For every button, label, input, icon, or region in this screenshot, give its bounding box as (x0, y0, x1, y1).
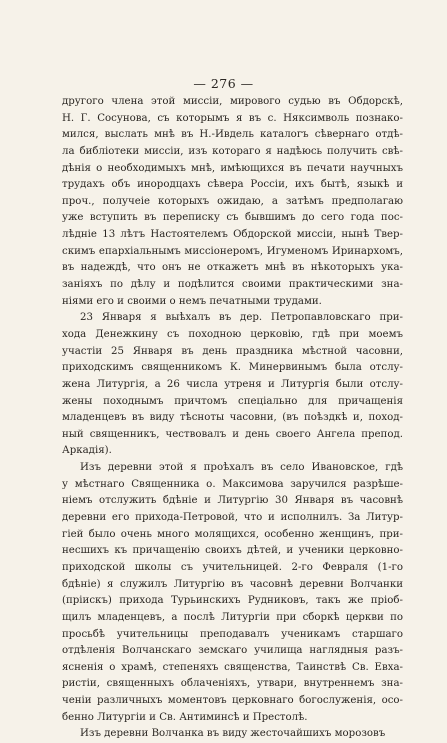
text-line: 23 Января я выѣхалъ въ дер. Петропавловскаго при- (80, 312, 403, 324)
text-line: щилъ младенцевъ, а послѣ Литургіи при сборкѣ церкви по (62, 611, 403, 623)
text-line: ченіи различныхъ моментовъ церковнаго богослуженія, осо- (62, 695, 403, 707)
text-line: приходской школы съ учительницей. 2-го Февраля (1-го (62, 561, 403, 573)
text-line: заніяхъ по дѣлу и подѣлится своими практическими зна- (62, 279, 403, 291)
text-line: мился, выслать мнѣ въ Н.-Ивдель каталогъ сѣвернаго отдѣ- (62, 129, 403, 141)
text-line: несшихъ къ причащенію своихъ дѣтей, и ученики церковно- (62, 545, 403, 557)
text-line: ясненія о храмѣ, степеняхъ священства, Таинствѣ Св. Евха- (62, 661, 403, 673)
text-line: хода Денежкину съ походною церковію, гдѣ при моемъ (62, 328, 403, 340)
text-line: Н. Г. Сосунова, съ которымъ я въ с. Няксимволь познако- (62, 112, 403, 124)
text-line: въ надеждѣ, что онъ не откажетъ мнѣ въ нѣкоторыхъ ука- (62, 262, 403, 274)
text-line: Изъ деревни Волчанка въ виду жесточайшихъ морозовъ (80, 728, 386, 740)
text-line: просьбѣ учительницы преподавалъ ученикамъ старшаго (62, 628, 403, 640)
text-line: дѣнія о необходимыхъ мнѣ, имѣющихся въ печати научныхъ (62, 162, 403, 174)
text-line: младенцевъ въ виду тѣсноты часовни, (въ поѣздкѣ и, поход- (62, 412, 403, 424)
text-line: отдѣленія Волчанскаго земскаго училища наглядныя разъ- (62, 645, 403, 657)
text-line: Аркадія). (62, 445, 112, 457)
text-line: ный священникъ, чествовалъ и день своего Ангела препод. (62, 428, 403, 440)
text-line: другого члена этой миссіи, мирового судью въ Обдорскѣ, (62, 96, 403, 107)
text-line: лѣдніе 13 лѣтъ Настоятелемъ Обдорской миссіи, нынѣ Твер- (62, 229, 403, 241)
text-line: бдѣніе) я служилъ Литургію въ часовнѣ деревни Волчанки (62, 578, 403, 590)
text-line: скимъ епархіальнымъ миссіонеромъ, Игуменомъ Иринархомъ, (62, 245, 403, 257)
text-line: Изъ деревни этой я проѣхалъ въ село Ивановское, гдѣ (80, 462, 403, 474)
text-line: проч., получеіе которыхъ ожидаю, а затѣмъ предполагаю (62, 195, 403, 207)
text-line: у мѣстнаго Священника о. Максимова заручился разрѣше- (62, 478, 403, 490)
text-line: ристіи, священныхъ облаченіяхъ, утвари, внутреннемъ зна- (62, 678, 403, 690)
text-line: (пріискъ) прихода Турьинскихъ Рудниковъ, такъ же пріоб- (62, 595, 403, 607)
text-line: бенно Литургіи и Св. Антиминсѣ и Престолѣ. (62, 711, 308, 723)
text-line: ла библіотеки миссіи, изъ котораго я надѣюсь получить свѣ- (62, 145, 403, 157)
text-line: гіей было очень много молящихся, особенно женщинъ, при- (62, 528, 403, 540)
text-line: трудахъ объ инородцахъ сѣвера Россіи, ихъ бытѣ, языкѣ и (62, 179, 403, 191)
text-line: жены походнымъ причтомъ спеціально для причащенія (62, 395, 403, 407)
text-line: уже вступить въ переписку съ бывшимъ до сего года пос- (62, 212, 403, 224)
text-line: жена Литургія, а 26 числа утреня и Литургія были отслу- (62, 378, 403, 390)
body-text (62, 94, 403, 743)
text-line: деревни его прихода-Петровой, что и исполнилъ. За Литур- (62, 512, 403, 524)
page-number: — 276 — (193, 76, 254, 91)
text-line: приходскимъ священникомъ К. Минервинымъ была отслу- (62, 362, 403, 374)
text-line: участіи 25 Января въ день праздника мѣстной часовни, (62, 345, 403, 357)
text-line: ніями его и своими о немъ печатными трудами. (62, 295, 322, 307)
text-line: ніемъ отслужить бдѣніе и Литургію 30 Января въ часовнѣ (62, 495, 403, 507)
